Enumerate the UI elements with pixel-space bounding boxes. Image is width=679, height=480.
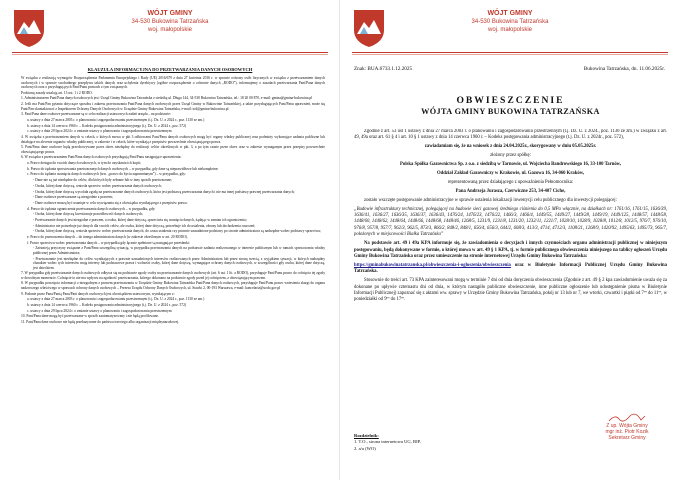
clause-paragraph: c. Prawo do żądania usunięcia danych osobowych (tzw. „prawo do bycia zapomnianym”) – w przypadku, gdy: xyxy=(27,172,187,177)
clause-paragraph: 11. Pani/Pana dane osobowe nie będą przekazywane do państwa trzeciego albo organizacji międzynarodowej. xyxy=(21,320,180,325)
recipients-title: Rozdzielnik: xyxy=(354,433,379,438)
office-stamp: WÓJT GMINY 34-530 Bukowina Tatrzańska woj. małopolskie xyxy=(131,10,209,33)
notice-subtitle: WÓJTA GMINY BUKOWINA TATRZAŃSKA xyxy=(421,107,600,116)
clause-paragraph: a. ustawy z dnia 27 marca 2003 r. o planowaniu i zagospodarowaniu przestrzennym (t.j. Dz. U. z 2024 r., poz. 1130 ze zm.) xyxy=(27,297,205,302)
clause-paragraph: - Dane nie są już niezbędne do celów, dla których były zebrane lub w inny sposób przetwarzane; xyxy=(33,178,172,183)
gmina-crest-icon xyxy=(12,8,46,48)
clause-paragraph: - Zaistnieją przyczyny związane z Pani/Pana szczególną sytuacją, w przypadku przetwarzania danych na podstawie zadania realizowanego w interesie publicznym lub w ramach sprawowania władzy publicznej przez Administratora; xyxy=(33,246,325,255)
notice-paragraph: złożony przez spółkę: xyxy=(490,153,531,159)
clause-paragraph: a. ustawy z dnia 27 marca 2003 r. o planowaniu i zagospodarowaniu przestrzennym (t.j. Dz. U. z 2024 r., poz. 1130 ze zm.) xyxy=(27,117,205,122)
clause-paragraph: 8. W przypadku powzięcia informacji o niezgodnym z prawem przetwarzaniu w Urzędzie Gminy Bukowina Tatrzańska Pani/Pana danych osobowych, przysługuje Pani/Panu prawo wniesienia skargi do organu nadzorczego właściwego w sprawach ochrony danych osobowych – Prezesa Urzędu Ochrony Danych Osobowych, ul. Stawki 2, 00-193 Warszawa, e-mail: kancelaria@uodo.gov.pl xyxy=(21,281,325,290)
clause-paragraph: W związku z realizacją wymogów Rozporządzenia Parlamentu Europejskiego i Rady (UE) 2016/679 z dnia 27 kwietnia 2016 r. w sprawie ochrony osób fizycznych w związku z przetwarzaniem danych osobowych i w sprawie swobodnego przepływu takich danych oraz uchylenia dyrektywy (ogólne rozporządzenie o ochronie danych „RODO”), informujemy o zasadach przetwarzania Pani/Pana danych osobowych oraz o przysługujących Pani/Panu prawach z tym związanych. xyxy=(21,76,325,89)
applicant-branch: Oddział Zakład Gazowniczy w Krakowie, ul. Gazowa 16, 34-060 Kraków, xyxy=(436,171,584,177)
clause-paragraph: - Osoba, której dane dotyczą, wniosła sprzeciw wobec przetwarzania danych osobowych; xyxy=(33,183,162,188)
privacy-clause-body xyxy=(21,76,325,461)
notice-body xyxy=(354,129,667,409)
investment-description: „Budowie infrastruktury technicznej, polegającej na budowie sieci gazowej średniego ciśnienia do 0,5 MPa włącznie, na działkach nr: 1761/16, 1761/15, 1636/39, 1636/41, 1636/27, 1636/35, 1636/37, 1636/43, 1476/24, 1476/23, 1476/22, 1466/3, 1466/4, 1449/55, 1449/27, 1449/28, 1449/19, 1449/125, 1448/57, 1448/58, 1448/60, 1448/62, 1448/64, 1448/66, 1448/68, 1448/46, 1268/5, 1231/9, 1231/8, 1231/20, 1232/11, 1221/7, 1028/10, 1028/9, 1028/8, 1012/8, 1012/5, 976/7, 976/10, 976/8, 957/8, 957/7, 962/3, 962/5, 873/3, 866/2, 848/2, 848/1, 656/4, 656/3, 644/2, 608/3, 413/3, 4714, 4712/3, 1108/21, 1268/9, 1420/92, 1495/63, 1495/73, 965/7, położonych w miejscowości Białka Tatrzańska” xyxy=(354,206,667,238)
header-divider-secondary xyxy=(352,54,668,55)
recipient-item: 2. a/a (WO) xyxy=(354,445,376,451)
applicant-representative: Pana Andrzeja Jurasza, Czerwiczne 253, 34-407 Ciche, xyxy=(455,188,566,194)
clause-paragraph: - Przetwarzanie jest niezbędne do celów wynikających z prawnie uzasadnionych interesów realizowanych przez Administratora lub przez stronę trzecią, z wyjątkiem sytuacji, w których nadrzędny charakter wobec tych interesów mają interesy lub podstawowe prawa i wolności osoby, której dane dotyczą, wymagające ochrony danych osobowych, w szczególności gdy osoba, której dane dotyczą, jest dzieckiem. xyxy=(33,256,325,270)
notice-paragraph: Na podstawie art. 49 i 49a KPA informuje się, że zawiadomienia o decyzjach i innych czynnościach organu administracji publicznej w niniejszym postępowaniu, będą dokonywane w formie, o której mowa w art. 49 § 1 KPA, tj. w formie publicznego obwieszczenia niniejszego na tablicy ogłoszeń Urzędu Gminy Bukowina Tatrzańska oraz przez umieszczenie na stronie internetowej Urzędu Gminy Bukowina Tatrzańska: xyxy=(354,241,667,259)
clause-paragraph: 4. W związku z przetwarzaniem danych w celach, o których mowa w pkt 3 odbiorcami Pani/Pana danych osobowych mogą być organy władzy publicznej oraz podmioty wykonujące zadania publiczne lub działające na zlecenie organów władzy publicznej, w zakresie i w celach, które wynikają z przepisów powszechnie obowiązującego prawa. xyxy=(21,135,325,144)
privacy-clause-title: KLAUZULA INFORMACYJNA DO PRZETWARZANIA DANYCH OSOBOWYCH xyxy=(87,67,253,72)
notice-title: OBWIESZCZENIE xyxy=(456,95,565,106)
notice-paragraph xyxy=(354,263,667,276)
recipient-item: 1. T.O., strona internetowa UG, BIP, xyxy=(354,439,421,445)
clause-paragraph: a. Prawo dostępu do swoich danych osobowych, w tym do uzyskania ich kopii; xyxy=(27,161,141,166)
clause-paragraph: - Przetwarzanie danych jest niezgodne z prawem, a osoba, której dane dotyczą, sprzeciwia się usunięciu danych, żądając w zamian ich ograniczenia; xyxy=(33,217,247,222)
clause-paragraph: - Osoba, której dane dotyczą kwestionuje prawidłowość danych osobowych; xyxy=(33,212,144,217)
clause-paragraph: 3. Pani/Pana dane osobowe przetwarzane są w celu realizacji ustawowych zadań urzędu – na podstawie: xyxy=(21,112,171,117)
clause-paragraph: - Dane osobowe przetwarzane są niezgodnie z prawem; xyxy=(33,195,113,200)
clause-paragraph: - Dane osobowe muszą być usunięte w celu wywiązania się z obowiązku wynikającego z przepisów prawa. xyxy=(33,200,188,205)
right-document-page xyxy=(340,0,679,480)
clause-paragraph: b. ustawy z dnia 14 czerwca 1960 r. – Kodeks postępowania administracyjnego (t.j. Dz. U. z 2024 r., poz. 572) xyxy=(27,123,187,128)
clause-paragraph: c. ustawy z dnia 29 lipca 2024 r. o zmianie ustawy o planowaniu i zagospodarowaniu przestrzennym xyxy=(27,308,172,313)
clause-paragraph: - Osoba, której dane dotyczą, wniosła sprzeciw wobec przetwarzania danych, do czasu ustalenia czy prawnie uzasadnione podstawy po stronie administratora są nadrzędne wobec podstawy sprzeciwu; xyxy=(33,229,321,234)
signature-scribble-icon xyxy=(607,413,647,423)
header-divider xyxy=(352,52,668,53)
clause-paragraph: f. Prawo sprzeciwu wobec przetwarzania danych – w przypadku gdy łącznie spełnione są następujące przesłanki: xyxy=(27,240,190,245)
applicant-company: Polska Spółka Gazownictwa Sp. z o.o. z siedzibą w Tarnowie, ul. Wojciecha Bandrowskiego 16, 33-100 Tarnów, xyxy=(400,162,621,168)
clause-paragraph: 5. Pani/Pana dane osobowe będą przechowywane przez okres niezbędny do realizacji celów określonych w pkt. 3, a po tym czasie przez okres oraz w zakresie wymaganym przez przepisy powszechnie obowiązującego prawa. xyxy=(21,145,325,154)
clause-paragraph: 10. Pani/Pana dane mogą być przetwarzane w sposób zautomatyzowany i nie będą profilowane. xyxy=(21,314,159,319)
case-reference: Znak: BUA.6733.1.12.2025 xyxy=(354,66,413,72)
clause-paragraph: Podstawę zasady ustalają art. 13 ust. 1 i 2 RODO. xyxy=(21,90,93,95)
document-date: Bukowina Tatrzańska, dn. 11.06.2025r. xyxy=(583,66,665,72)
clause-paragraph: - Osoba, której dane dotyczą wycofała zgodę na przetwarzanie danych osobowych, która jest podstawą przetwarzania danych i nie ma innej podstawy prawnej przetwarzania danych; xyxy=(33,189,295,194)
notice-paragraph: zostało wszczęte postępowanie administracyjne w sprawie ustalenia lokalizacji inwestycji celu publicznego dla inwestycji polegającej: xyxy=(364,197,617,203)
clause-paragraph: 7. W przypadku gdy przetwarzanie danych osobowych odbywa się na podstawie zgody osoby na przetwarzanie danych osobowych (art. 6 ust. 1 lit. a RODO), przysługuje Pani/Panu prawo do cofnięcia tej zgody w dowolnym momencie. Cofnięcie to nie ma wpływu na zgodność przetwarzania, którego dokonano na podstawie zgody przed jej cofnięciem, z obowiązującym prawem. xyxy=(21,271,325,280)
signature-stamp: Z up. Wójta Gminy mgr inż. Piotr Kozik Sekretarz Gminy xyxy=(582,413,672,453)
office-stamp: WÓJT GMINY 34-530 Bukowina Tatrzańska woj. małopolskie xyxy=(471,10,549,33)
notice-paragraph: Zgodnie z art. 53 ust 1 ustawy z dnia 27 marca 2003 r. o planowaniu i zagospodarowaniu przestrzennym (t.j. Dz. U. z 2024., poz. 1130 ze zm.) w związku z art. 49, 49a oraz art. 61 § 4 i art. 10 § 1 ustawy z dnia 14 czerwca 1960 r. – Kodeks postępowania administracyjnego (t.j. Dz. U. z 2024r., poz. 572), xyxy=(354,129,667,141)
notice-paragraph: zawiadamiam się, że na wniosek z dnia 24.04.2025r., skorygowany w dniu 05.05.2025r. xyxy=(424,144,597,150)
bip-mention: oraz w Biuletynie Informacji Publicznej Urzędu Gminy Bukowina Tatrzańska. xyxy=(354,262,667,275)
clause-paragraph: c. ustawy z dnia 29 lipca 2024 r. o zmianie ustawy o planowaniu i zagospodarowaniu przestrzennym xyxy=(27,129,172,134)
clause-paragraph: 9. Podanie przez Pana/Panią Pana/Pani danych osobowych jest obowiązkiem ustawowym, wynikającym z: xyxy=(21,291,175,296)
recipients-list xyxy=(354,433,554,452)
notices-page-link[interactable]: https://gminabukowinatatrzanska.pl/obwieszczenia-i-ogloszenia/obwieszczenia xyxy=(354,262,511,268)
clause-paragraph: 1. Administratorem Pani/Pana danych osobowych jest: Urząd Gminy Bukowina Tatrzańska z siedzibą ul. Długa 144, 34-530 Bukowina Tatrzańska, tel.: 18 20 00 870, e-mail: gmina@gmina-bukowina.pl xyxy=(21,96,313,101)
left-document-page xyxy=(0,0,339,480)
clause-paragraph: d. Prawo do żądania ograniczenia przetwarzania danych osobowych – w przypadku, gdy: xyxy=(27,206,156,211)
gmina-crest-icon xyxy=(352,8,386,48)
clause-paragraph: b. ustawy z dnia 14 czerwca 1960 r. – Kodeks postępowania administracyjnego (t.j. Dz. U. z 2024 r., poz. 572) xyxy=(27,303,187,307)
notice-paragraph: Stosownie do treści art. 73 KPA zainteresowani mogą w terminie 7 dni od dnia doręczenia obwieszczenia (Zgodnie z art. 49 § 2 kpa zawiadomienie uważa się za dokonane po upływie czternastu dni od dnia, w którym nastąpiło publiczne obwieszczenie, inne publiczne ogłoszenie lub udostępnienie pisma w Biuletynie Informacji Publicznej) zapoznać się z aktami ww. sprawy w Urzędzie Gminy Bukowina Tatrzańska, pokój nr 13 lub nr 7, we wtorki, czwartki i piątki od 7ºº do 11ºº, w poniedziałki od 9ºº do 17ºº. xyxy=(354,278,667,303)
header-divider-secondary xyxy=(12,54,328,55)
clause-paragraph: b. Prawo do żądania sprostowania przetwarzanych danych osobowych – w przypadku, gdy dane są nieprawidłowe lub niekompletne; xyxy=(27,166,219,171)
clause-paragraph: 2. Jeśli ma Pani/Pan pytania dotyczące sposobu i zakresu przetwarzania Pani/Pana danych osobowych przez Urząd Gminy w Bukowinie Tatrzańskiej, a także przysługujących Pani/Panu uprawnień, może się Pani/Pan skontaktować z Inspektorem Ochrony Danych Osobowych w Urzędzie Gminy Bukowina Tatrzańska, e-mail: iod@gmina-bukowina.pl xyxy=(21,102,325,111)
clause-paragraph: 6. W związku z przetwarzaniem Pani/Pana danych osobowych przysługują Pani/Panu następujące uprawnienia: xyxy=(21,155,182,160)
header-divider xyxy=(12,52,328,53)
clause-paragraph: e. Prawo do przenoszenia danych – do innego administratora danych (w zakresie określonym w art. 20 RODO). xyxy=(27,235,188,239)
clause-paragraph: - Administrator nie potrzebuje już danych dla swoich celów, ale osoba, której dane dotyczą, potrzebuje ich do ustalenia, obrony lub dochodzenia roszczeń; xyxy=(33,223,256,228)
notice-paragraph: reprezentowaną przez działającego z upoważnienia Pełnomocnika: xyxy=(447,179,574,185)
